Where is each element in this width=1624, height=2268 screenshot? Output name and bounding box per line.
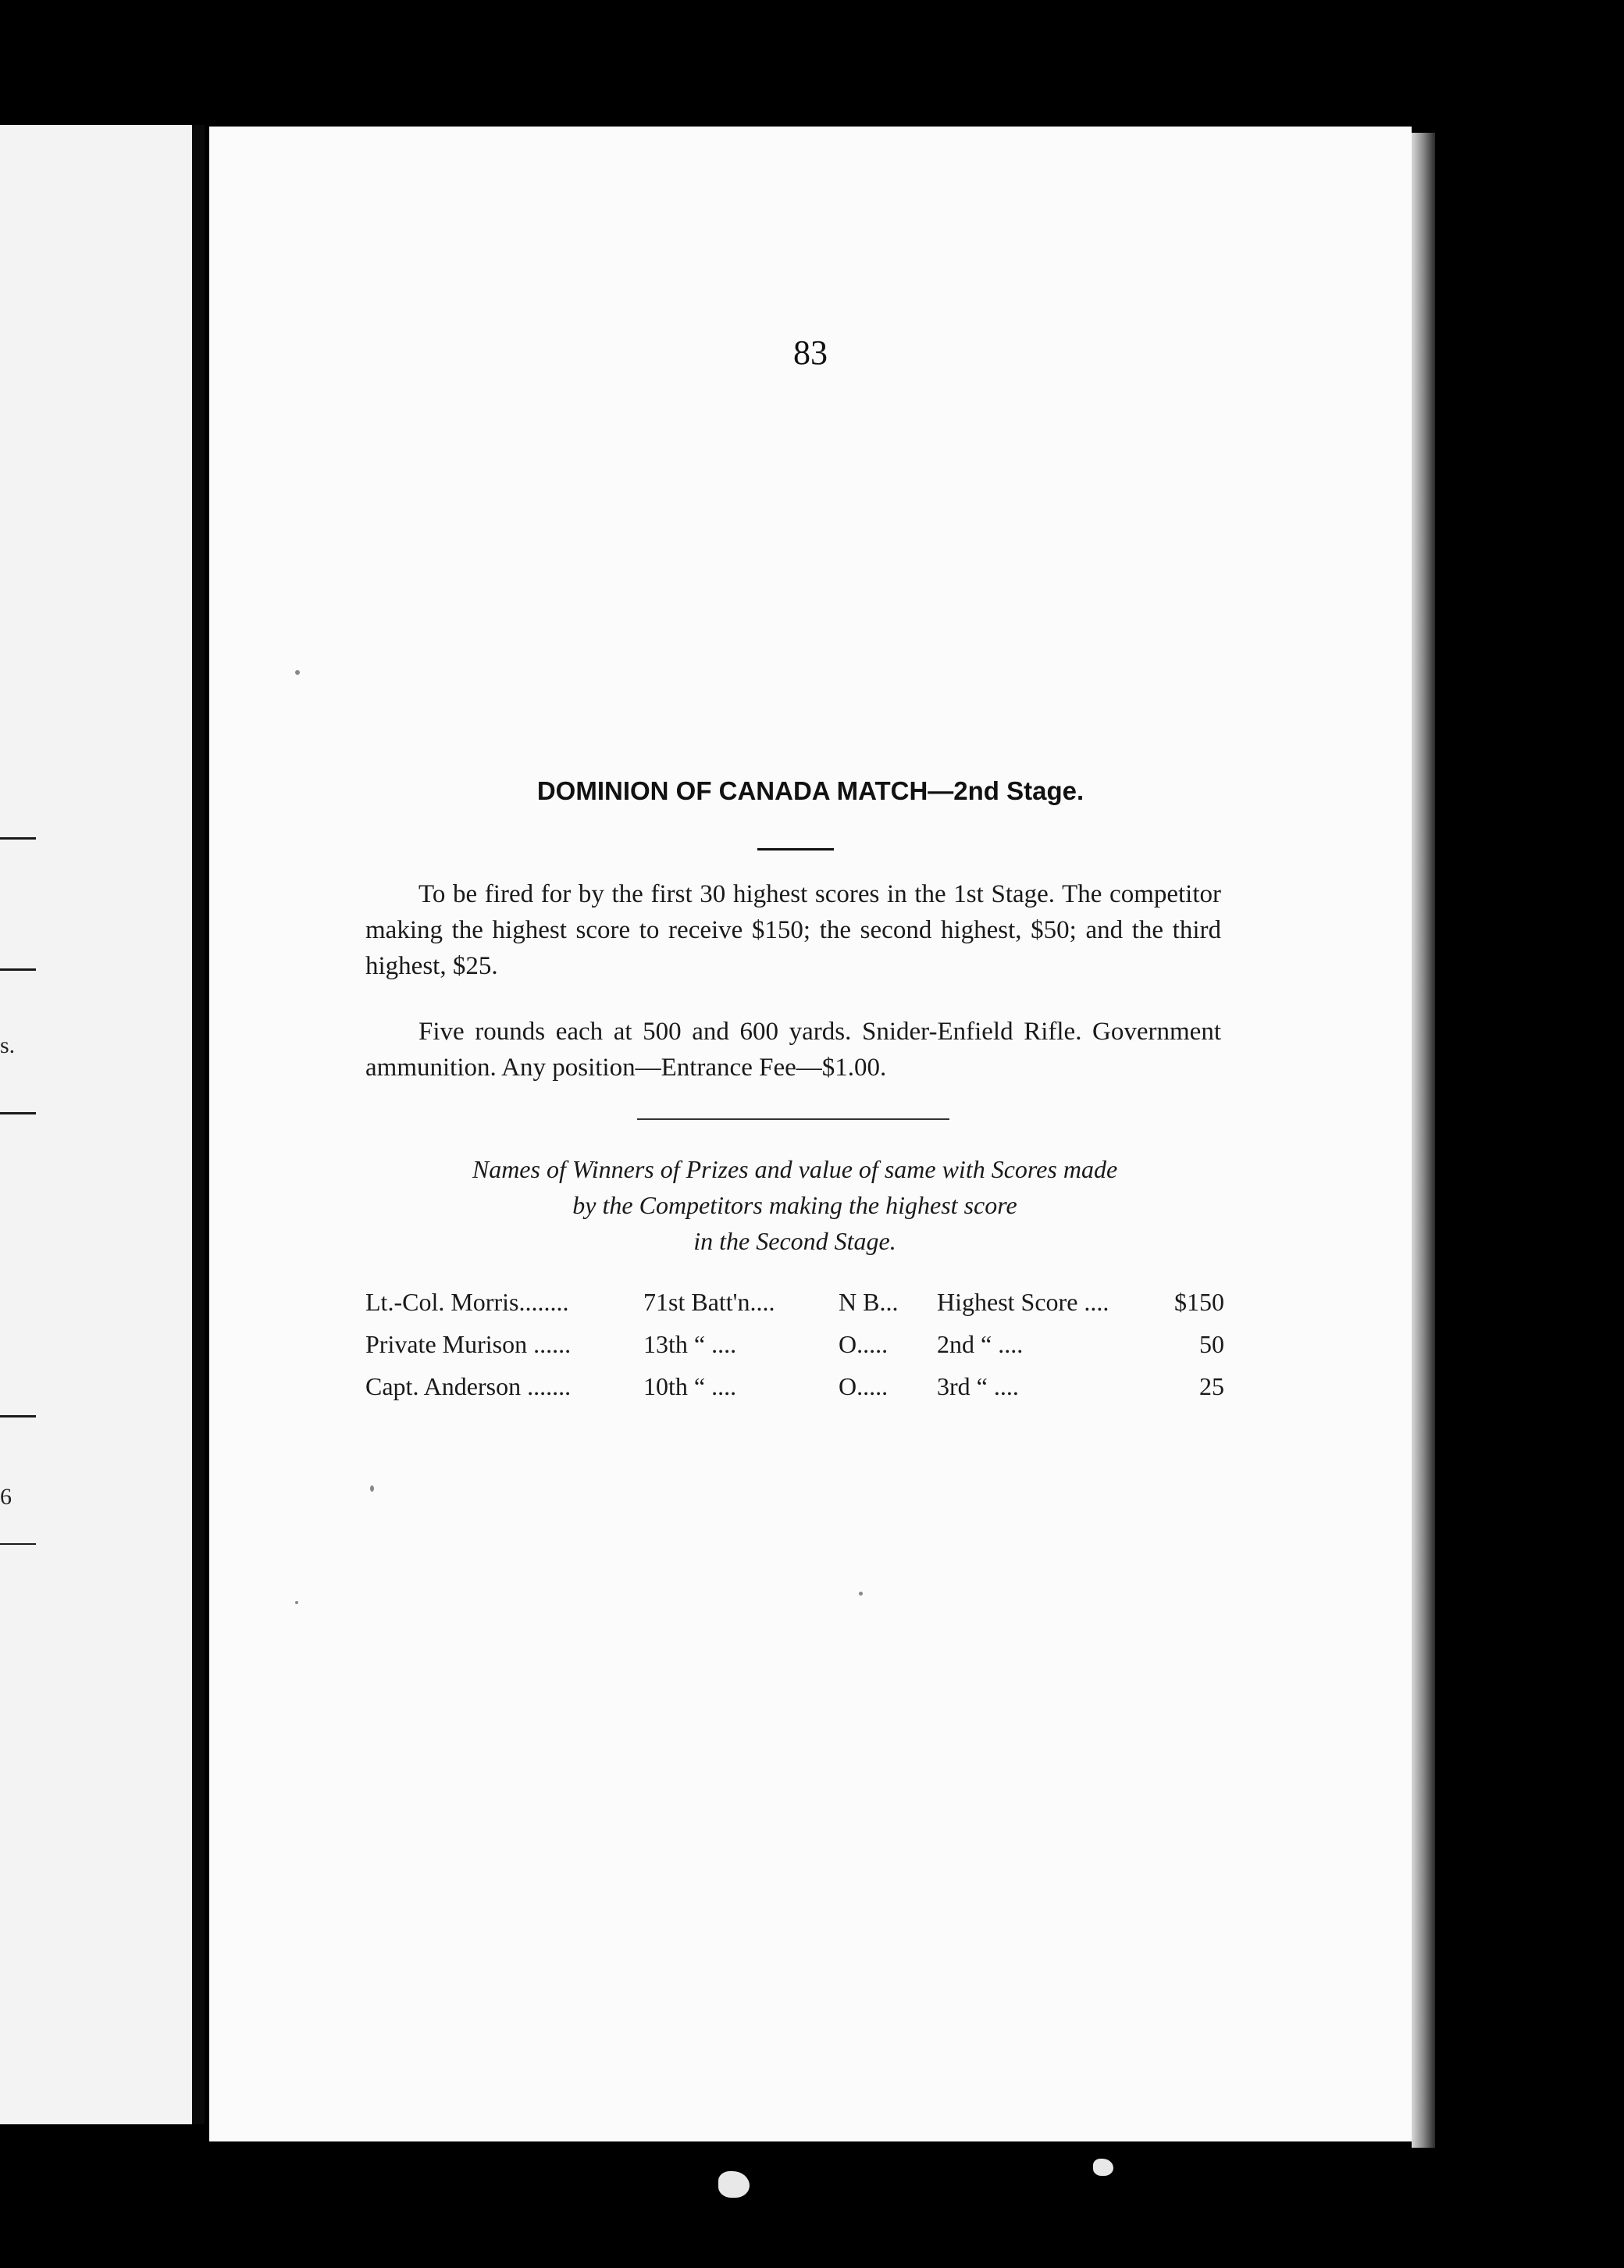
winner-prize: $150 bbox=[1174, 1287, 1224, 1316]
section-rule bbox=[637, 1118, 949, 1120]
left-rule bbox=[0, 1415, 36, 1418]
section-heading: DOMINION OF CANADA MATCH—2nd Stage. bbox=[536, 776, 1084, 805]
left-rule bbox=[0, 1112, 36, 1114]
winner-name: Private Murison ...... bbox=[365, 1329, 572, 1358]
document-page bbox=[209, 127, 1412, 2141]
paper-speck bbox=[859, 1592, 863, 1596]
left-text-fragment: 6 bbox=[0, 1484, 12, 1510]
winner-prize: 50 bbox=[1199, 1329, 1224, 1358]
winner-prize: 25 bbox=[1199, 1371, 1224, 1400]
left-rule bbox=[0, 837, 36, 840]
paper-speck bbox=[295, 670, 300, 675]
page-edge-shadow bbox=[1412, 133, 1435, 2148]
paragraph-prize-rules: To be fired for by the first 30 highest scores in the 1st Stage. The competitor making the highest score to receive $150; the second highest, $50; and the third highest, $25. bbox=[365, 880, 1221, 980]
paper-speck bbox=[295, 1601, 298, 1604]
winners-caption-line: in the Second Stage. bbox=[693, 1227, 896, 1255]
winner-province: N B... bbox=[839, 1287, 899, 1316]
winner-corps: 10th “ .... bbox=[643, 1371, 737, 1400]
heading-rule bbox=[757, 848, 834, 850]
winners-caption bbox=[365, 1151, 1224, 1259]
table-row bbox=[365, 1365, 1224, 1407]
paper-speck bbox=[370, 1485, 374, 1492]
winner-province: O..... bbox=[839, 1371, 889, 1400]
winner-province: O..... bbox=[839, 1329, 889, 1358]
left-page-fragment bbox=[0, 125, 197, 2124]
film-dust bbox=[1093, 2159, 1113, 2176]
winners-caption-line: Names of Winners of Prizes and value of same with Scores made bbox=[472, 1155, 1118, 1183]
table-row bbox=[365, 1323, 1224, 1365]
paragraph-conditions: Five rounds each at 500 and 600 yards. Snider-Enfield Rifle. Government ammunition. Any position—Entrance Fee—$1.00. bbox=[365, 1018, 1221, 1082]
winner-place: 3rd “ .... bbox=[937, 1371, 1019, 1400]
winner-name: Capt. Anderson ....... bbox=[365, 1371, 572, 1400]
winners-caption-line: by the Competitors making the highest score bbox=[572, 1191, 1017, 1219]
left-rule bbox=[0, 968, 36, 971]
winner-corps: 13th “ .... bbox=[643, 1329, 737, 1358]
left-text-fragment: s. bbox=[0, 1032, 16, 1058]
winner-corps: 71st Batt'n.... bbox=[643, 1287, 775, 1316]
page-number: 83 bbox=[793, 333, 828, 372]
film-dust bbox=[718, 2171, 750, 2198]
winner-place: 2nd “ .... bbox=[937, 1329, 1024, 1358]
winner-name: Lt.-Col. Morris........ bbox=[365, 1287, 569, 1316]
winners-table bbox=[365, 1281, 1224, 1407]
table-row bbox=[365, 1281, 1224, 1323]
winner-place: Highest Score .... bbox=[937, 1287, 1109, 1316]
page-gutter bbox=[192, 125, 205, 2124]
left-rule bbox=[0, 1543, 36, 1545]
